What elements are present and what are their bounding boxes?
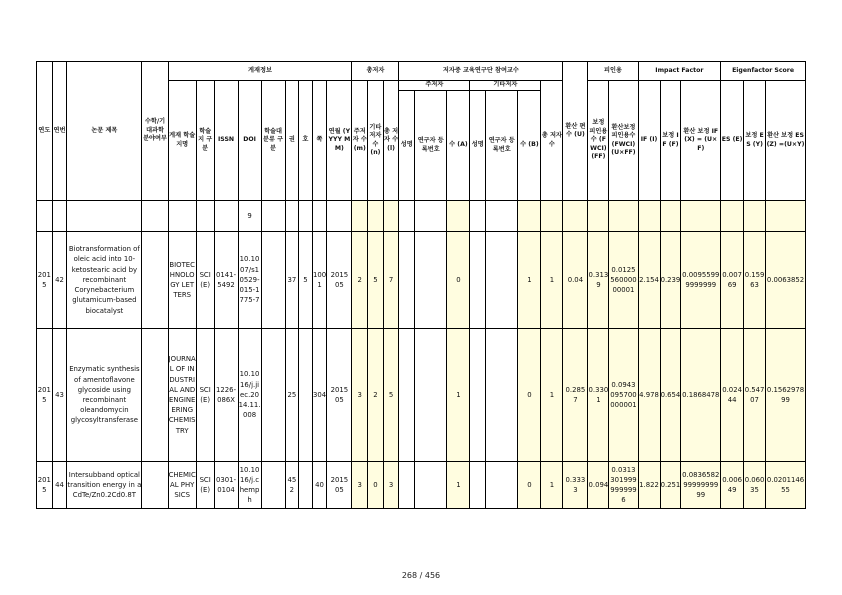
table-row: [37, 462, 806, 509]
cell-inter-dept: [142, 201, 168, 232]
cell-other-count: [368, 201, 384, 232]
hdr-journal-type: 학술지 구분: [196, 81, 214, 201]
cell-page: 304: [312, 329, 327, 462]
cell-name-b: [470, 329, 486, 462]
cell-name-a: [399, 462, 415, 509]
cell-count-a: 1: [447, 462, 470, 509]
cell-es-adj: 0.06035: [744, 462, 766, 509]
cell-reg-b: [486, 201, 518, 232]
cell-es-conv: 0.156297899: [766, 329, 806, 462]
hdr-count-a: 수 (A): [447, 91, 470, 201]
cell-fwci-conv: 0.012556000000001: [609, 232, 638, 329]
cell-issn: 0301-0104: [214, 462, 238, 509]
cell-fwci: 0.3139: [588, 232, 609, 329]
cell-total-count: 7: [383, 232, 399, 329]
cell-issue: [299, 201, 313, 232]
hdr-other-count: 기타 저자 수 (n): [368, 81, 384, 201]
cell-if-adj: [660, 201, 681, 232]
cell-issue: [299, 462, 313, 509]
cell-year: 2015: [37, 329, 53, 462]
cell-reg-b: [486, 462, 518, 509]
cell-doi: 9: [238, 201, 261, 232]
hdr-fwci-conv: 환산보정피인용수 (FWCI) (U×FF): [609, 81, 638, 201]
hdr-sub-other-author: 기타저자: [470, 81, 541, 91]
hdr-if-adj: 보정 IF (F): [660, 81, 681, 201]
hdr-if-conv: 환산 보정 IF(X) = (U×F): [681, 81, 721, 201]
cell-volume: 25: [285, 329, 299, 462]
cell-main-count: 2: [352, 232, 368, 329]
cell-reg-b: [486, 232, 518, 329]
table-row: [37, 232, 806, 329]
cell-if-adj: 0.654: [660, 329, 681, 462]
cell-fwci-conv: 0.03133019999999996: [609, 462, 638, 509]
cell-if-raw: 1.822: [638, 462, 660, 509]
cell-fwci: 0.3301: [588, 329, 609, 462]
cell-journal: [168, 201, 196, 232]
cell-serial: 43: [52, 329, 67, 462]
cell-if-adj: 0.251: [660, 462, 681, 509]
cell-title: Enzymatic synthesis of amentoflavone glycoside using recombinant oleandomycin glycosyltransferase: [67, 329, 142, 462]
cell-total-ab: 1: [541, 462, 563, 509]
cell-inter-dept: [142, 232, 168, 329]
cell-name-a: [399, 201, 415, 232]
hdr-converted: 환산 편수 (U): [563, 62, 588, 201]
hdr-inter-dept: 수학/기대과학 분야여부: [142, 62, 168, 201]
cell-volume: 37: [285, 232, 299, 329]
hdr-name-b: 성명: [470, 91, 486, 201]
hdr-group-es: Eigenfactor Score: [721, 62, 806, 81]
cell-fwci: [588, 201, 609, 232]
hdr-total-ab: 총 저자 수: [541, 81, 563, 201]
cell-doi: 10.1016/j.jiec.2014.11.008: [238, 329, 261, 462]
cell-count-b: 0: [518, 329, 541, 462]
cell-count-b: 0: [518, 462, 541, 509]
cell-issn: 0141-5492: [214, 232, 238, 329]
hdr-group-if: Impact Factor: [638, 62, 721, 81]
cell-title: [67, 201, 142, 232]
cell-name-b: [470, 201, 486, 232]
cell-journal: JOURNAL OF INDUSTRIAL AND ENGINEERING CHEMISTRY: [168, 329, 196, 462]
cell-pub-date: 2015 05: [327, 462, 352, 509]
cell-discipline: [261, 329, 285, 462]
hdr-sub-main-author: 주저자: [399, 81, 470, 91]
cell-name-a: [399, 232, 415, 329]
cell-if-adj: 0.239: [660, 232, 681, 329]
cell-name-b: [470, 232, 486, 329]
cell-reg-a: [415, 462, 447, 509]
cell-discipline: [261, 201, 285, 232]
research-table: [36, 61, 806, 509]
cell-serial: 42: [52, 232, 67, 329]
cell-es-raw: 0.00769: [721, 232, 744, 329]
cell-doi: 10.1007/s10529-015-1775-7: [238, 232, 261, 329]
cell-if-conv: 0.00955999999999: [681, 232, 721, 329]
cell-if-conv: 0.08365829999999999: [681, 462, 721, 509]
hdr-group-affiliated: 저자중 교육연구단 참여교수: [399, 62, 563, 81]
cell-inter-dept: [142, 462, 168, 509]
table-row: [37, 201, 806, 232]
hdr-journal: 게재 학술지명: [168, 81, 196, 201]
cell-year: 2015: [37, 462, 53, 509]
cell-count-a: 0: [447, 232, 470, 329]
cell-volume: 452: [285, 462, 299, 509]
cell-es-conv: 0.0063852: [766, 232, 806, 329]
cell-if-raw: 2.154: [638, 232, 660, 329]
cell-page: [312, 201, 327, 232]
cell-journal-type: SCI(E): [196, 232, 214, 329]
cell-converted: 0.2857: [563, 329, 588, 462]
cell-if-raw: [638, 201, 660, 232]
cell-count-a: [447, 201, 470, 232]
hdr-volume: 권: [285, 81, 299, 201]
hdr-issn: ISSN: [214, 81, 238, 201]
hdr-reg-a: 연구자 등록번호: [415, 91, 447, 201]
cell-year: [37, 201, 53, 232]
cell-volume: [285, 201, 299, 232]
cell-serial: [52, 201, 67, 232]
hdr-main-count: 주저자 수 (m): [352, 81, 368, 201]
cell-title: Intersubband optical transition energy in a CdTe/Zn0.2Cd0.8T: [67, 462, 142, 509]
hdr-if-raw: IF (I): [638, 81, 660, 201]
cell-reg-b: [486, 329, 518, 462]
cell-serial: 44: [52, 462, 67, 509]
cell-es-conv: [766, 201, 806, 232]
table-body: [37, 201, 806, 509]
cell-other-count: 5: [368, 232, 384, 329]
cell-main-count: 3: [352, 329, 368, 462]
hdr-reg-b: 연구자 등록번호: [486, 91, 518, 201]
cell-inter-dept: [142, 329, 168, 462]
cell-es-raw: [721, 201, 744, 232]
cell-es-raw: 0.00649: [721, 462, 744, 509]
cell-main-count: [352, 201, 368, 232]
cell-es-raw: 0.02444: [721, 329, 744, 462]
hdr-page: 쪽: [312, 81, 327, 201]
cell-pub-date: 2015 05: [327, 329, 352, 462]
hdr-group-publication: 게재정보: [168, 62, 352, 81]
cell-other-count: 0: [368, 462, 384, 509]
cell-journal-type: SCI(E): [196, 329, 214, 462]
hdr-title: 논문 제목: [67, 62, 142, 201]
cell-total-count: 3: [383, 462, 399, 509]
cell-es-adj: 0.15963: [744, 232, 766, 329]
hdr-group-authors: 총저자: [352, 62, 399, 81]
hdr-doi: DOI: [238, 81, 261, 201]
hdr-es-raw: ES (E): [721, 81, 744, 201]
cell-total-ab: 1: [541, 232, 563, 329]
hdr-group-citation: 피인용: [588, 62, 638, 81]
cell-page: 40: [312, 462, 327, 509]
hdr-name-a: 성명: [399, 91, 415, 201]
cell-pub-date: [327, 201, 352, 232]
cell-issn: 1226-086X: [214, 329, 238, 462]
cell-count-b: [518, 201, 541, 232]
hdr-es-conv: 환산 보정 ES(Z) =(U×Y): [766, 81, 806, 201]
hdr-serial: 연번: [52, 62, 67, 201]
cell-pub-date: 2015 05: [327, 232, 352, 329]
cell-journal: BIOTECHNOLOGY LETTERS: [168, 232, 196, 329]
cell-total-ab: 1: [541, 329, 563, 462]
cell-converted: [563, 201, 588, 232]
cell-name-a: [399, 329, 415, 462]
cell-main-count: 3: [352, 462, 368, 509]
cell-title: Biotransformation of oleic acid into 10-ketostearic acid by recombinant Corynebacterium glutamicum-based biocatalyst: [67, 232, 142, 329]
cell-issue: 5: [299, 232, 313, 329]
cell-issue: [299, 329, 313, 462]
cell-if-conv: 0.1868478: [681, 329, 721, 462]
cell-reg-a: [415, 232, 447, 329]
cell-total-ab: [541, 201, 563, 232]
hdr-count-b: 수 (B): [518, 91, 541, 201]
cell-fwci-conv: 0.0943095700000001: [609, 329, 638, 462]
cell-name-b: [470, 462, 486, 509]
cell-journal: CHEMICAL PHYSICS: [168, 462, 196, 509]
hdr-es-adj: 보정 ES (Y): [744, 81, 766, 201]
cell-es-adj: 0.54707: [744, 329, 766, 462]
cell-converted: 0.04: [563, 232, 588, 329]
cell-converted: 0.3333: [563, 462, 588, 509]
hdr-fwci: 보정 피인용수 (FWCI) (FF): [588, 81, 609, 201]
cell-es-adj: [744, 201, 766, 232]
hdr-discipline: 학술대 분류 구분: [261, 81, 285, 201]
cell-journal-type: [196, 201, 214, 232]
cell-reg-a: [415, 329, 447, 462]
cell-issn: [214, 201, 238, 232]
cell-fwci-conv: [609, 201, 638, 232]
cell-discipline: [261, 232, 285, 329]
cell-journal-type: SCI(E): [196, 462, 214, 509]
hdr-pub-date: 연월 (YYYY MM): [327, 81, 352, 201]
cell-discipline: [261, 462, 285, 509]
cell-count-b: 1: [518, 232, 541, 329]
cell-other-count: 2: [368, 329, 384, 462]
cell-reg-a: [415, 201, 447, 232]
cell-fwci: 0.094: [588, 462, 609, 509]
cell-es-conv: 0.020114655: [766, 462, 806, 509]
hdr-issue: 호: [299, 81, 313, 201]
hdr-total-count: 총 저자 수 (l): [383, 81, 399, 201]
hdr-year: 연도: [37, 62, 53, 201]
table-row: [37, 329, 806, 462]
cell-if-conv: [681, 201, 721, 232]
cell-doi: 10.1016/j.chemph: [238, 462, 261, 509]
cell-total-count: [383, 201, 399, 232]
cell-count-a: 1: [447, 329, 470, 462]
cell-page: 1001: [312, 232, 327, 329]
cell-if-raw: 4.978: [638, 329, 660, 462]
cell-year: 2015: [37, 232, 53, 329]
cell-total-count: 5: [383, 329, 399, 462]
page-number: 268 / 456: [401, 571, 441, 580]
